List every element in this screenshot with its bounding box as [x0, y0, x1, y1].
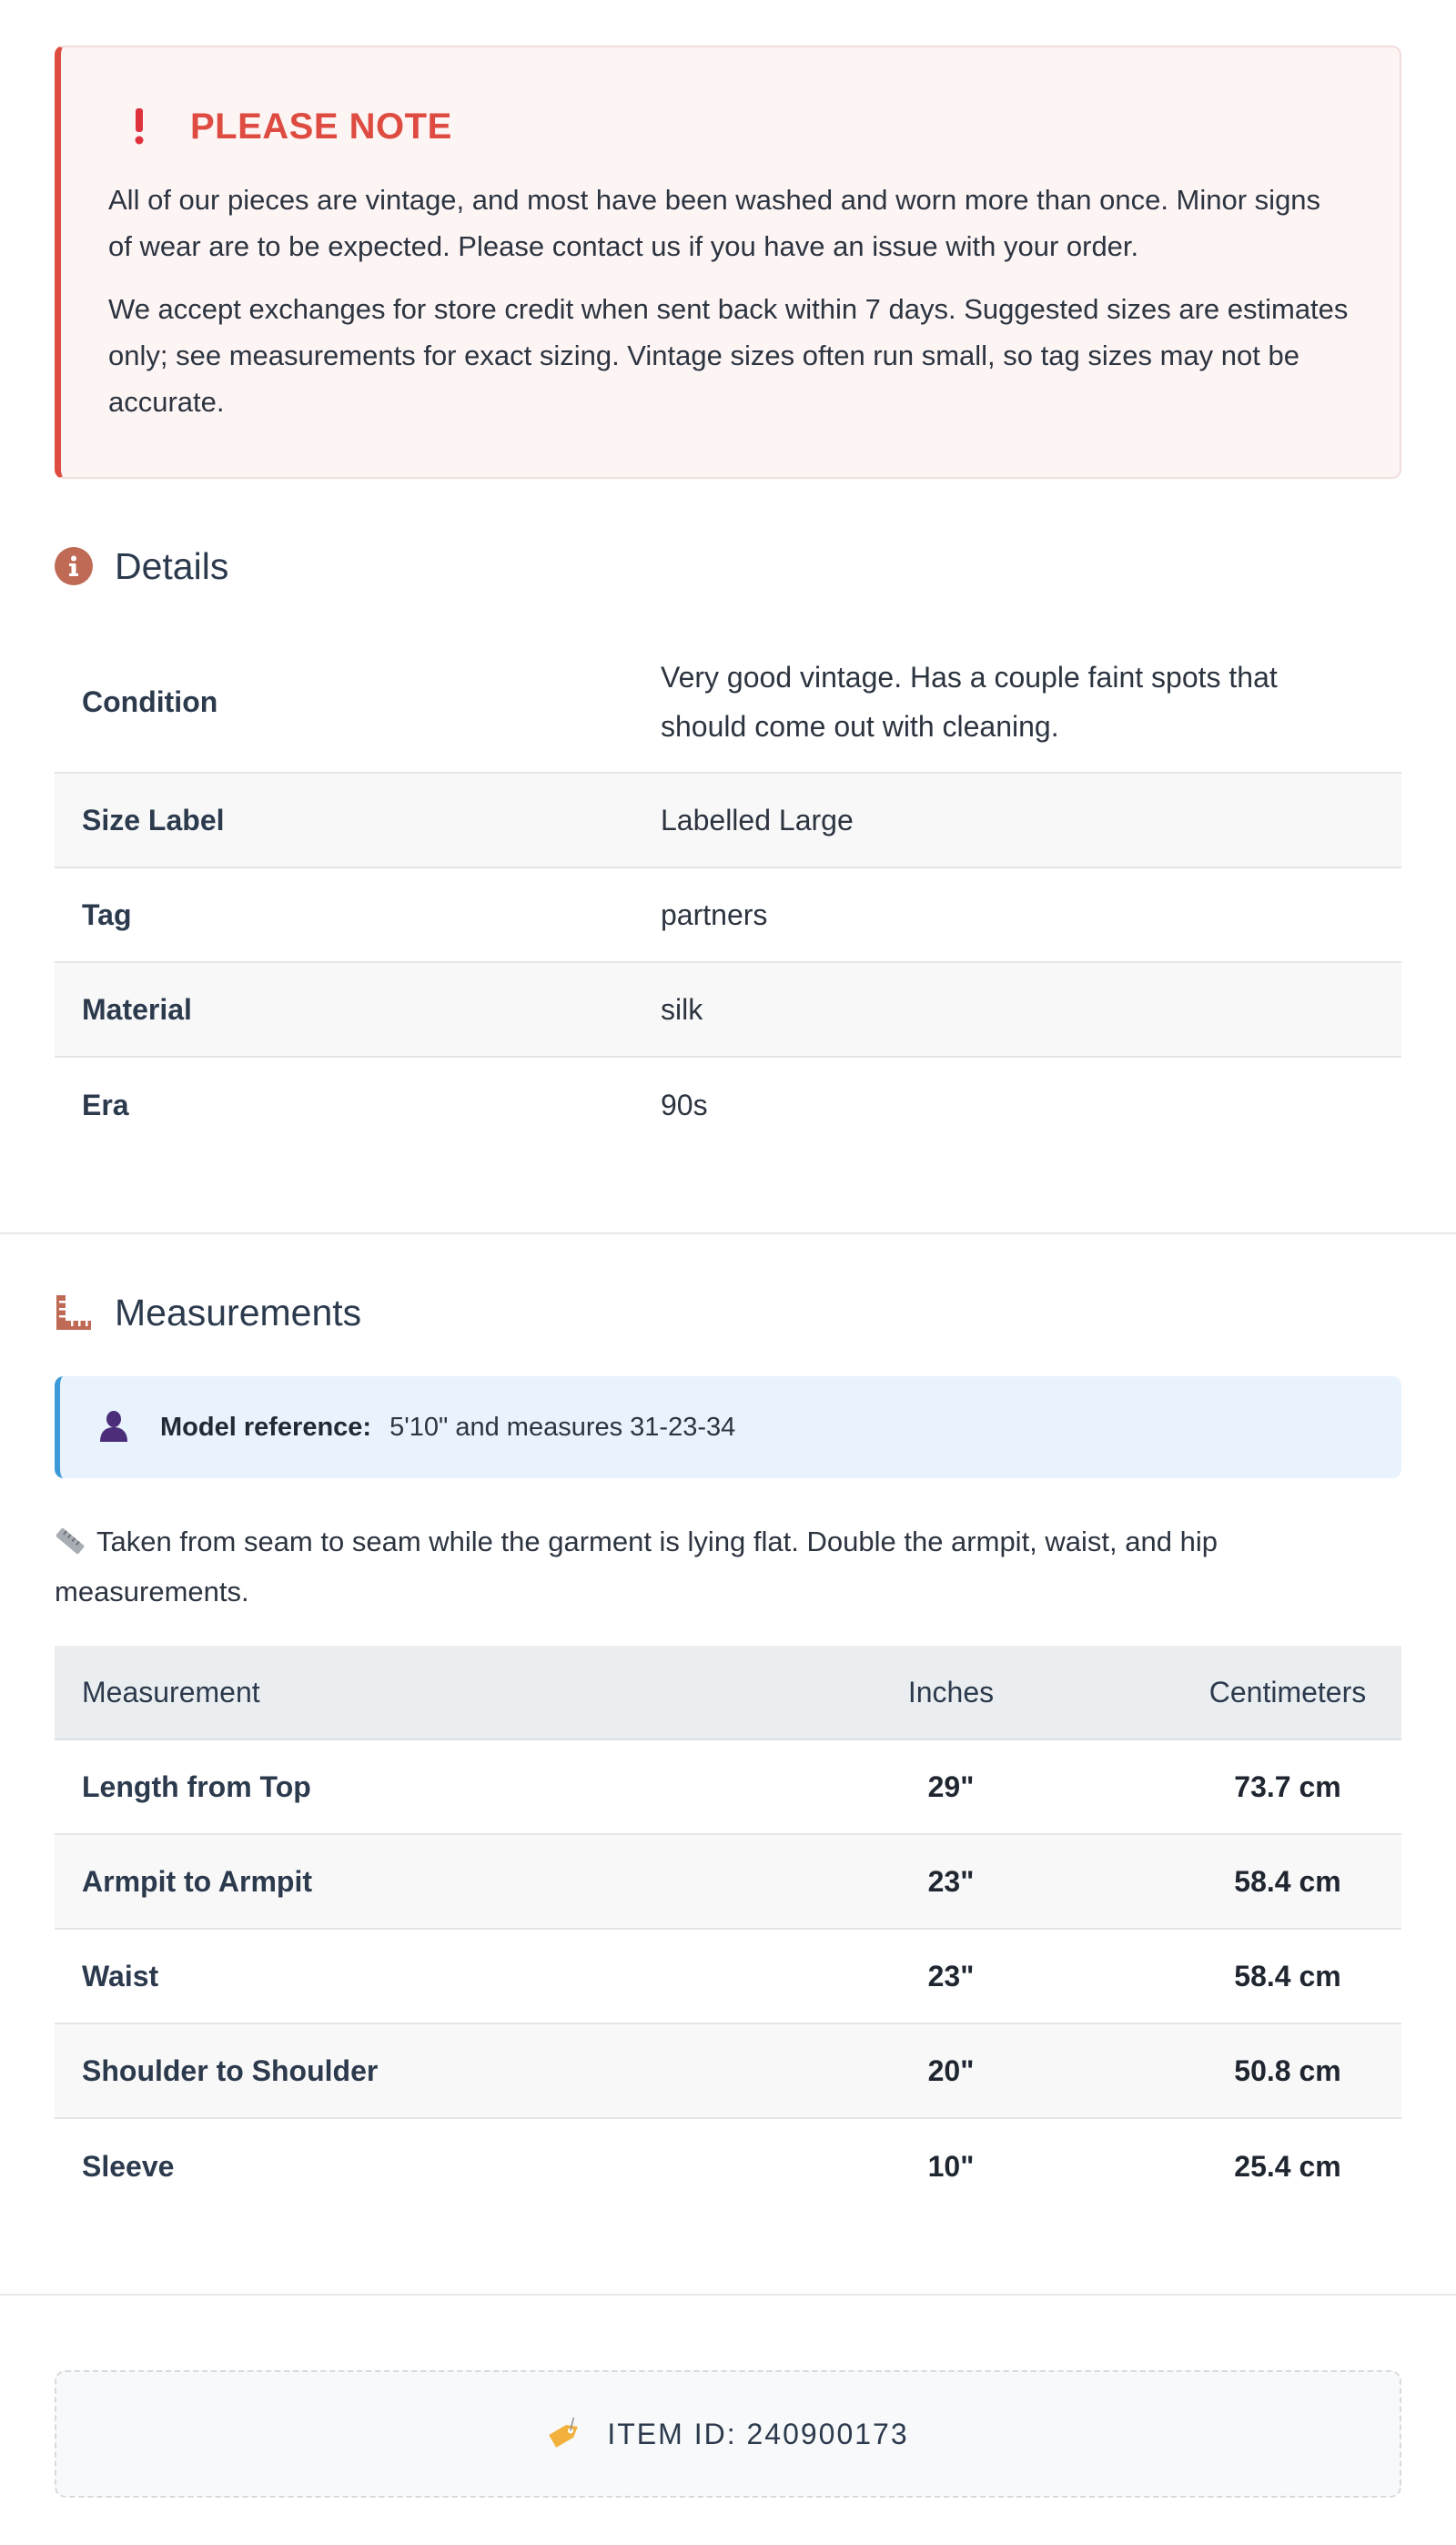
model-reference-box [55, 1376, 1401, 1478]
section-divider [0, 1232, 1456, 1234]
table-row [55, 2119, 1401, 2214]
details-row-era [55, 1058, 1401, 1152]
section-divider [0, 2294, 1456, 2296]
item-id-box [55, 2370, 1401, 2498]
ruler-icon [55, 1522, 86, 1568]
item-id: ITEM ID: 240900173 [607, 2417, 909, 2450]
column-header-measurement: Measurement [82, 1675, 260, 1708]
measurement-name: Sleeve [82, 2149, 175, 2183]
details-label: Size Label [82, 803, 225, 837]
notice-title: PLEASE NOTE [190, 106, 452, 147]
details-title: Details [115, 544, 229, 587]
ruler-icon [55, 1293, 93, 1332]
details-row-material [55, 963, 1401, 1058]
details-value: Labelled Large [661, 804, 854, 837]
details-row-size-label [55, 774, 1401, 868]
notice-paragraph: All of our pieces are vintage, and most have been washed and worn more than once. Minor signs of wear are to be expected. Please contact us if you have an issue with your order. [108, 184, 1321, 262]
measurement-name: Waist [82, 1959, 159, 1992]
table-row [55, 2024, 1401, 2119]
notice-paragraph: We accept exchanges for store credit when sent back within 7 days. Suggested sizes are estimates only; see measurements for exact sizing. Vintage sizes often run small, so tag sizes may not be accurate. [108, 293, 1349, 418]
measurement-cm: 58.4 cm [1234, 1959, 1341, 1992]
person-icon [98, 1409, 129, 1446]
measurements-table [55, 1646, 1401, 2214]
measurement-cm: 25.4 cm [1234, 2149, 1341, 2183]
details-label: Era [82, 1088, 129, 1121]
measurements-title: Measurements [115, 1291, 362, 1333]
table-row [55, 1835, 1401, 1930]
details-value: 90s [661, 1089, 708, 1121]
notice-header [108, 104, 1350, 149]
details-value: silk [661, 993, 703, 1026]
measurement-inches: 23" [927, 1959, 975, 1992]
model-reference-label: Model reference: [160, 1412, 372, 1442]
tag-icon [547, 2418, 583, 2450]
details-label: Tag [82, 897, 132, 931]
measurement-inches: 20" [927, 2053, 975, 2087]
measurements-heading [55, 1285, 361, 1340]
exclamation-icon [126, 108, 152, 145]
info-icon [55, 547, 93, 585]
please-note-box [55, 46, 1401, 479]
details-label: Condition [82, 684, 218, 718]
table-row [55, 1930, 1401, 2024]
column-header-centimeters: Centimeters [1208, 1675, 1367, 1708]
measurement-cm: 73.7 cm [1234, 1769, 1341, 1803]
measurement-inches: 10" [927, 2149, 975, 2183]
measurement-cm: 58.4 cm [1234, 1864, 1341, 1898]
details-table [55, 632, 1401, 1152]
details-heading [55, 539, 228, 593]
table-row [55, 1740, 1401, 1835]
measurement-note [55, 1518, 1365, 1615]
measurement-name: Length from Top [82, 1769, 311, 1803]
details-row-condition [55, 632, 1401, 774]
measurement-name: Shoulder to Shoulder [82, 2053, 379, 2087]
details-value: partners [661, 898, 768, 931]
table-header [55, 1646, 1401, 1740]
column-header-inches: Inches [907, 1675, 995, 1708]
measurement-name: Armpit to Armpit [82, 1864, 313, 1898]
measurement-cm: 50.8 cm [1234, 2053, 1341, 2087]
measurement-note-text: Taken from seam to seam while the garment is lying flat. Double the armpit, waist, and hip measurements. [55, 1526, 1218, 1607]
measurement-inches: 29" [927, 1769, 975, 1803]
measurement-inches: 23" [927, 1864, 975, 1898]
details-row-tag [55, 868, 1401, 963]
model-reference-value: 5'10" and measures 31-23-34 [389, 1412, 736, 1442]
details-label: Material [82, 992, 192, 1026]
details-value: Very good vintage. Has a couple faint spots that should come out with cleaning. [661, 661, 1278, 743]
